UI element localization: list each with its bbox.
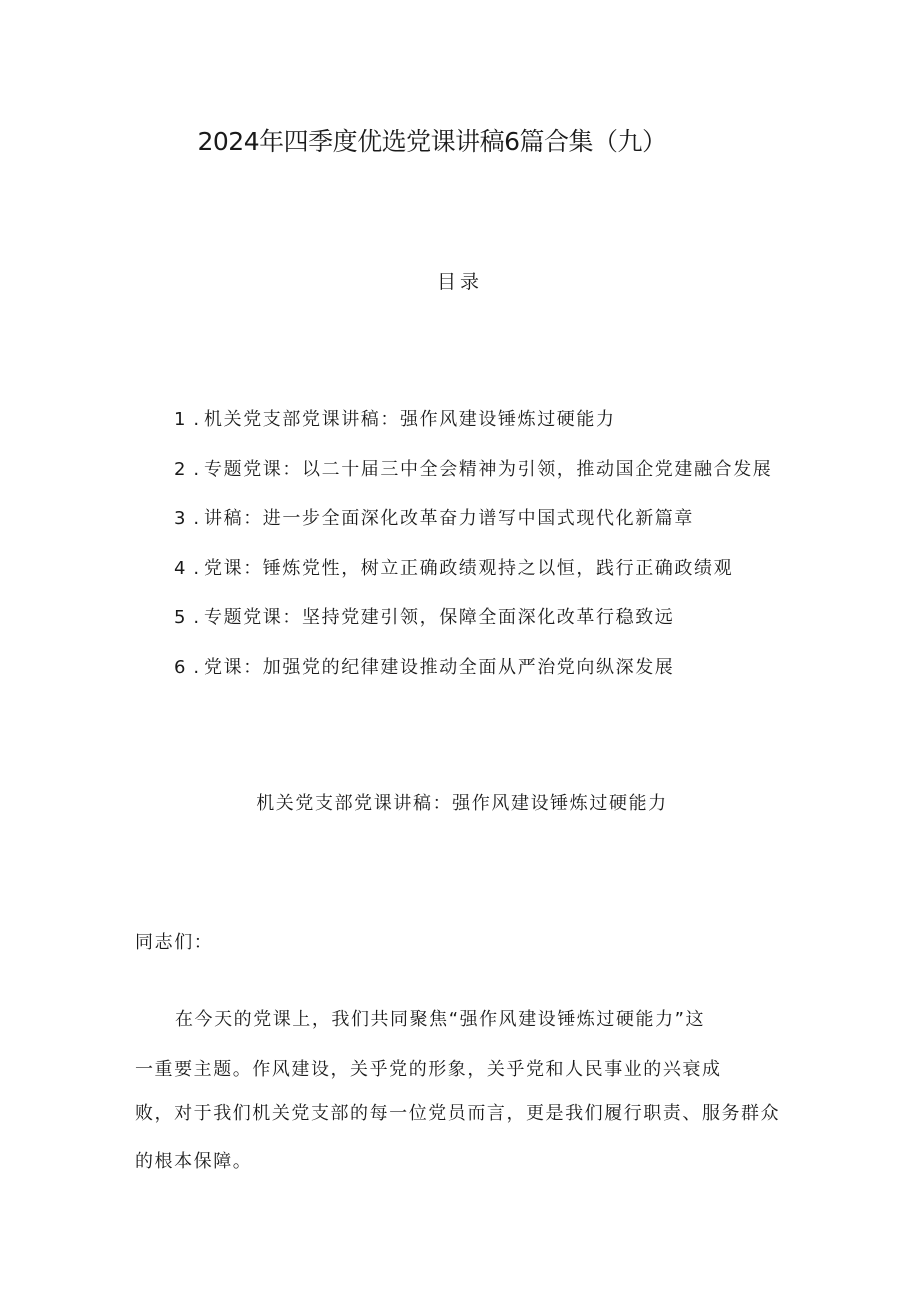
toc-item <box>174 554 772 604</box>
section-title-text: 机关党支部党课讲稿：强作风建设锤炼过硬能力 <box>256 793 668 814</box>
toc-item-text: 讲稿：进一步全面深化改革奋力谱写中国式现代化新篇章 <box>204 508 694 529</box>
toc-item-text: 专题党课：坚持党建引领，保障全面深化改革行稳致远 <box>204 607 675 628</box>
toc-item-text: 党课：加强党的纪律建设推动全面从严治党向纵深发展 <box>204 656 675 678</box>
toc-item <box>174 455 772 505</box>
document-title-text: 2024年四季度优选党课讲稿6篇合集（九） <box>197 127 667 156</box>
toc-item-number: 1 <box>174 409 188 430</box>
table-of-contents <box>174 405 772 702</box>
toc-item-number: 6 <box>174 656 188 678</box>
toc-item-separator: . <box>193 656 201 678</box>
toc-item-number: 2 <box>174 458 188 480</box>
toc-item <box>174 504 772 554</box>
paragraph-line: 一重要主题。作风建设，关乎党的形象，关乎党和人民事业的兴衰成 <box>135 1059 722 1080</box>
toc-item-number: 3 <box>174 508 188 529</box>
toc-item-separator: . <box>193 557 201 579</box>
toc-item-text: 专题党课：以二十届三中全会精神为引领，推动国企党建融合发展 <box>204 458 773 480</box>
toc-item-separator: . <box>193 607 201 628</box>
toc-item <box>174 405 772 455</box>
toc-item <box>174 603 772 653</box>
toc-item-separator: . <box>193 409 201 430</box>
toc-item-number: 4 <box>174 557 188 579</box>
document-title <box>0 124 920 160</box>
toc-item-text: 党课：锤炼党性，树立正确政绩观持之以恒，践行正确政绩观 <box>204 557 734 579</box>
toc-item-number: 5 <box>174 607 188 628</box>
toc-item-separator: . <box>193 458 201 480</box>
toc-item-separator: . <box>193 508 201 529</box>
paragraph-line: 在今天的党课上，我们共同聚焦“强作风建设锤炼过硬能力”这 <box>175 1009 706 1030</box>
greeting: 同志们： <box>135 932 214 953</box>
toc-heading: 目录 <box>436 271 483 293</box>
toc-item-text: 机关党支部党课讲稿：强作风建设锤炼过硬能力 <box>204 409 616 430</box>
toc-item <box>174 653 772 703</box>
paragraph-line: 败，对于我们机关党支部的每一位党员而言，更是我们履行职责、服务群众 <box>135 1103 781 1124</box>
paragraph-line: 的根本保障。 <box>135 1151 253 1172</box>
section-title <box>0 789 920 819</box>
